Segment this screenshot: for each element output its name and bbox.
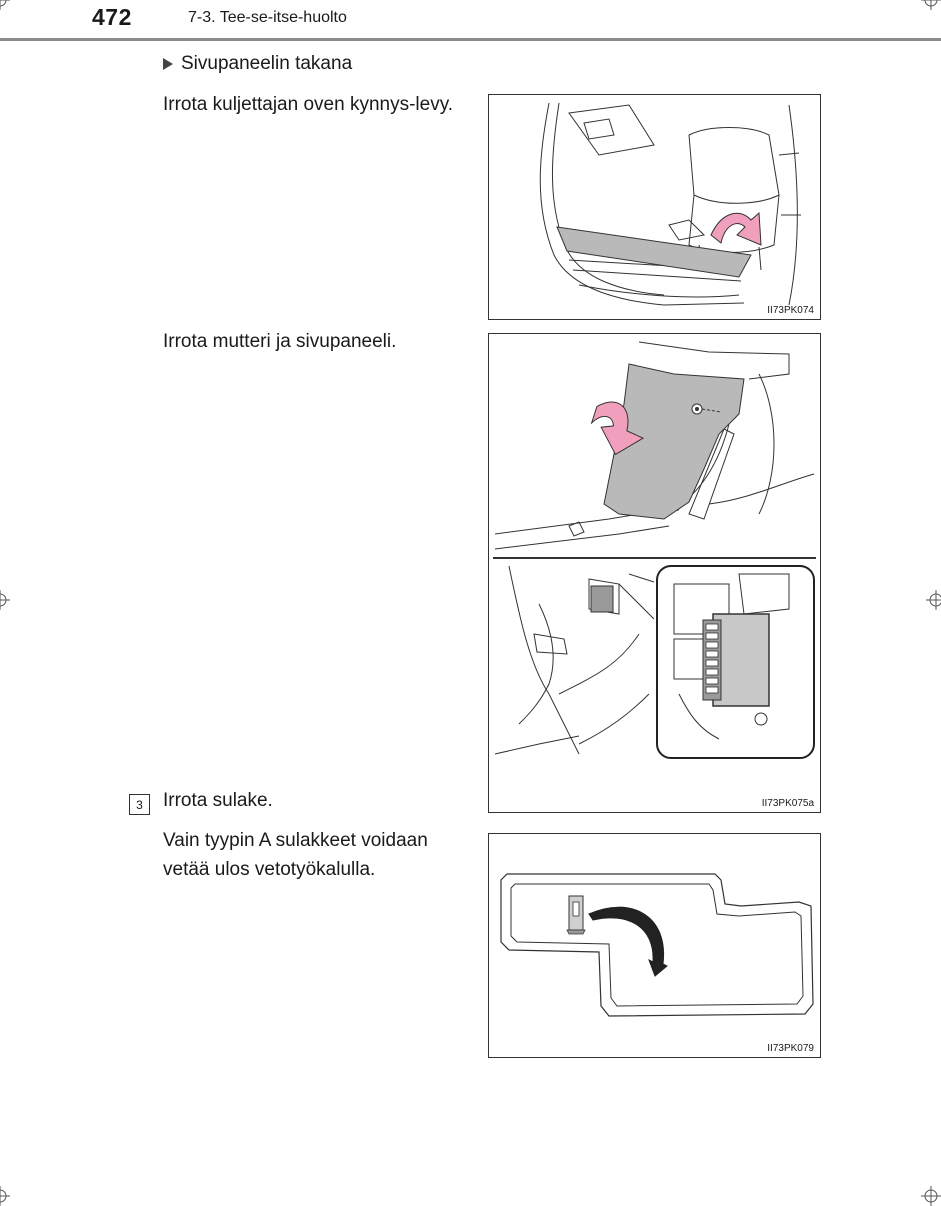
registration-mark-icon	[0, 0, 10, 10]
subheading-text: Sivupaneelin takana	[181, 53, 353, 74]
instruction-fuse-type-note: Vain tyypin A sulakkeet voidaan vetää ulos vetotyökalulla.	[163, 830, 428, 880]
instruction-remove-scuff-plate: Irrota kuljettajan oven kynnys-levy.	[163, 94, 454, 115]
step-number-box: 3	[129, 794, 150, 815]
registration-mark-icon	[921, 0, 941, 10]
figure-side-panel	[488, 333, 821, 813]
subheading	[163, 53, 352, 75]
page-number: 472	[92, 4, 132, 30]
figure-code: II73PK074	[767, 305, 814, 316]
section-title: 7-3. Tee-se-itse-huolto	[188, 9, 347, 26]
figure-code: II73PK079	[767, 1043, 814, 1054]
fuse-box-cover-illustration	[489, 834, 820, 1057]
figure-fuse-puller	[488, 833, 821, 1058]
registration-mark-icon	[926, 590, 941, 610]
side-panel-illustration	[489, 334, 820, 812]
figure-scuff-plate	[488, 94, 821, 320]
scuff-plate-illustration	[489, 95, 820, 319]
registration-mark-icon	[0, 1186, 10, 1206]
triangle-bullet-icon	[163, 58, 173, 70]
step-title: Irrota sulake.	[163, 790, 273, 811]
instruction-remove-nut-panel: Irrota mutteri ja sivupaneeli.	[163, 331, 397, 352]
registration-mark-icon	[921, 1186, 941, 1206]
header-rule	[0, 38, 941, 41]
figure-code: II73PK075a	[761, 798, 814, 809]
registration-mark-icon	[0, 590, 10, 610]
